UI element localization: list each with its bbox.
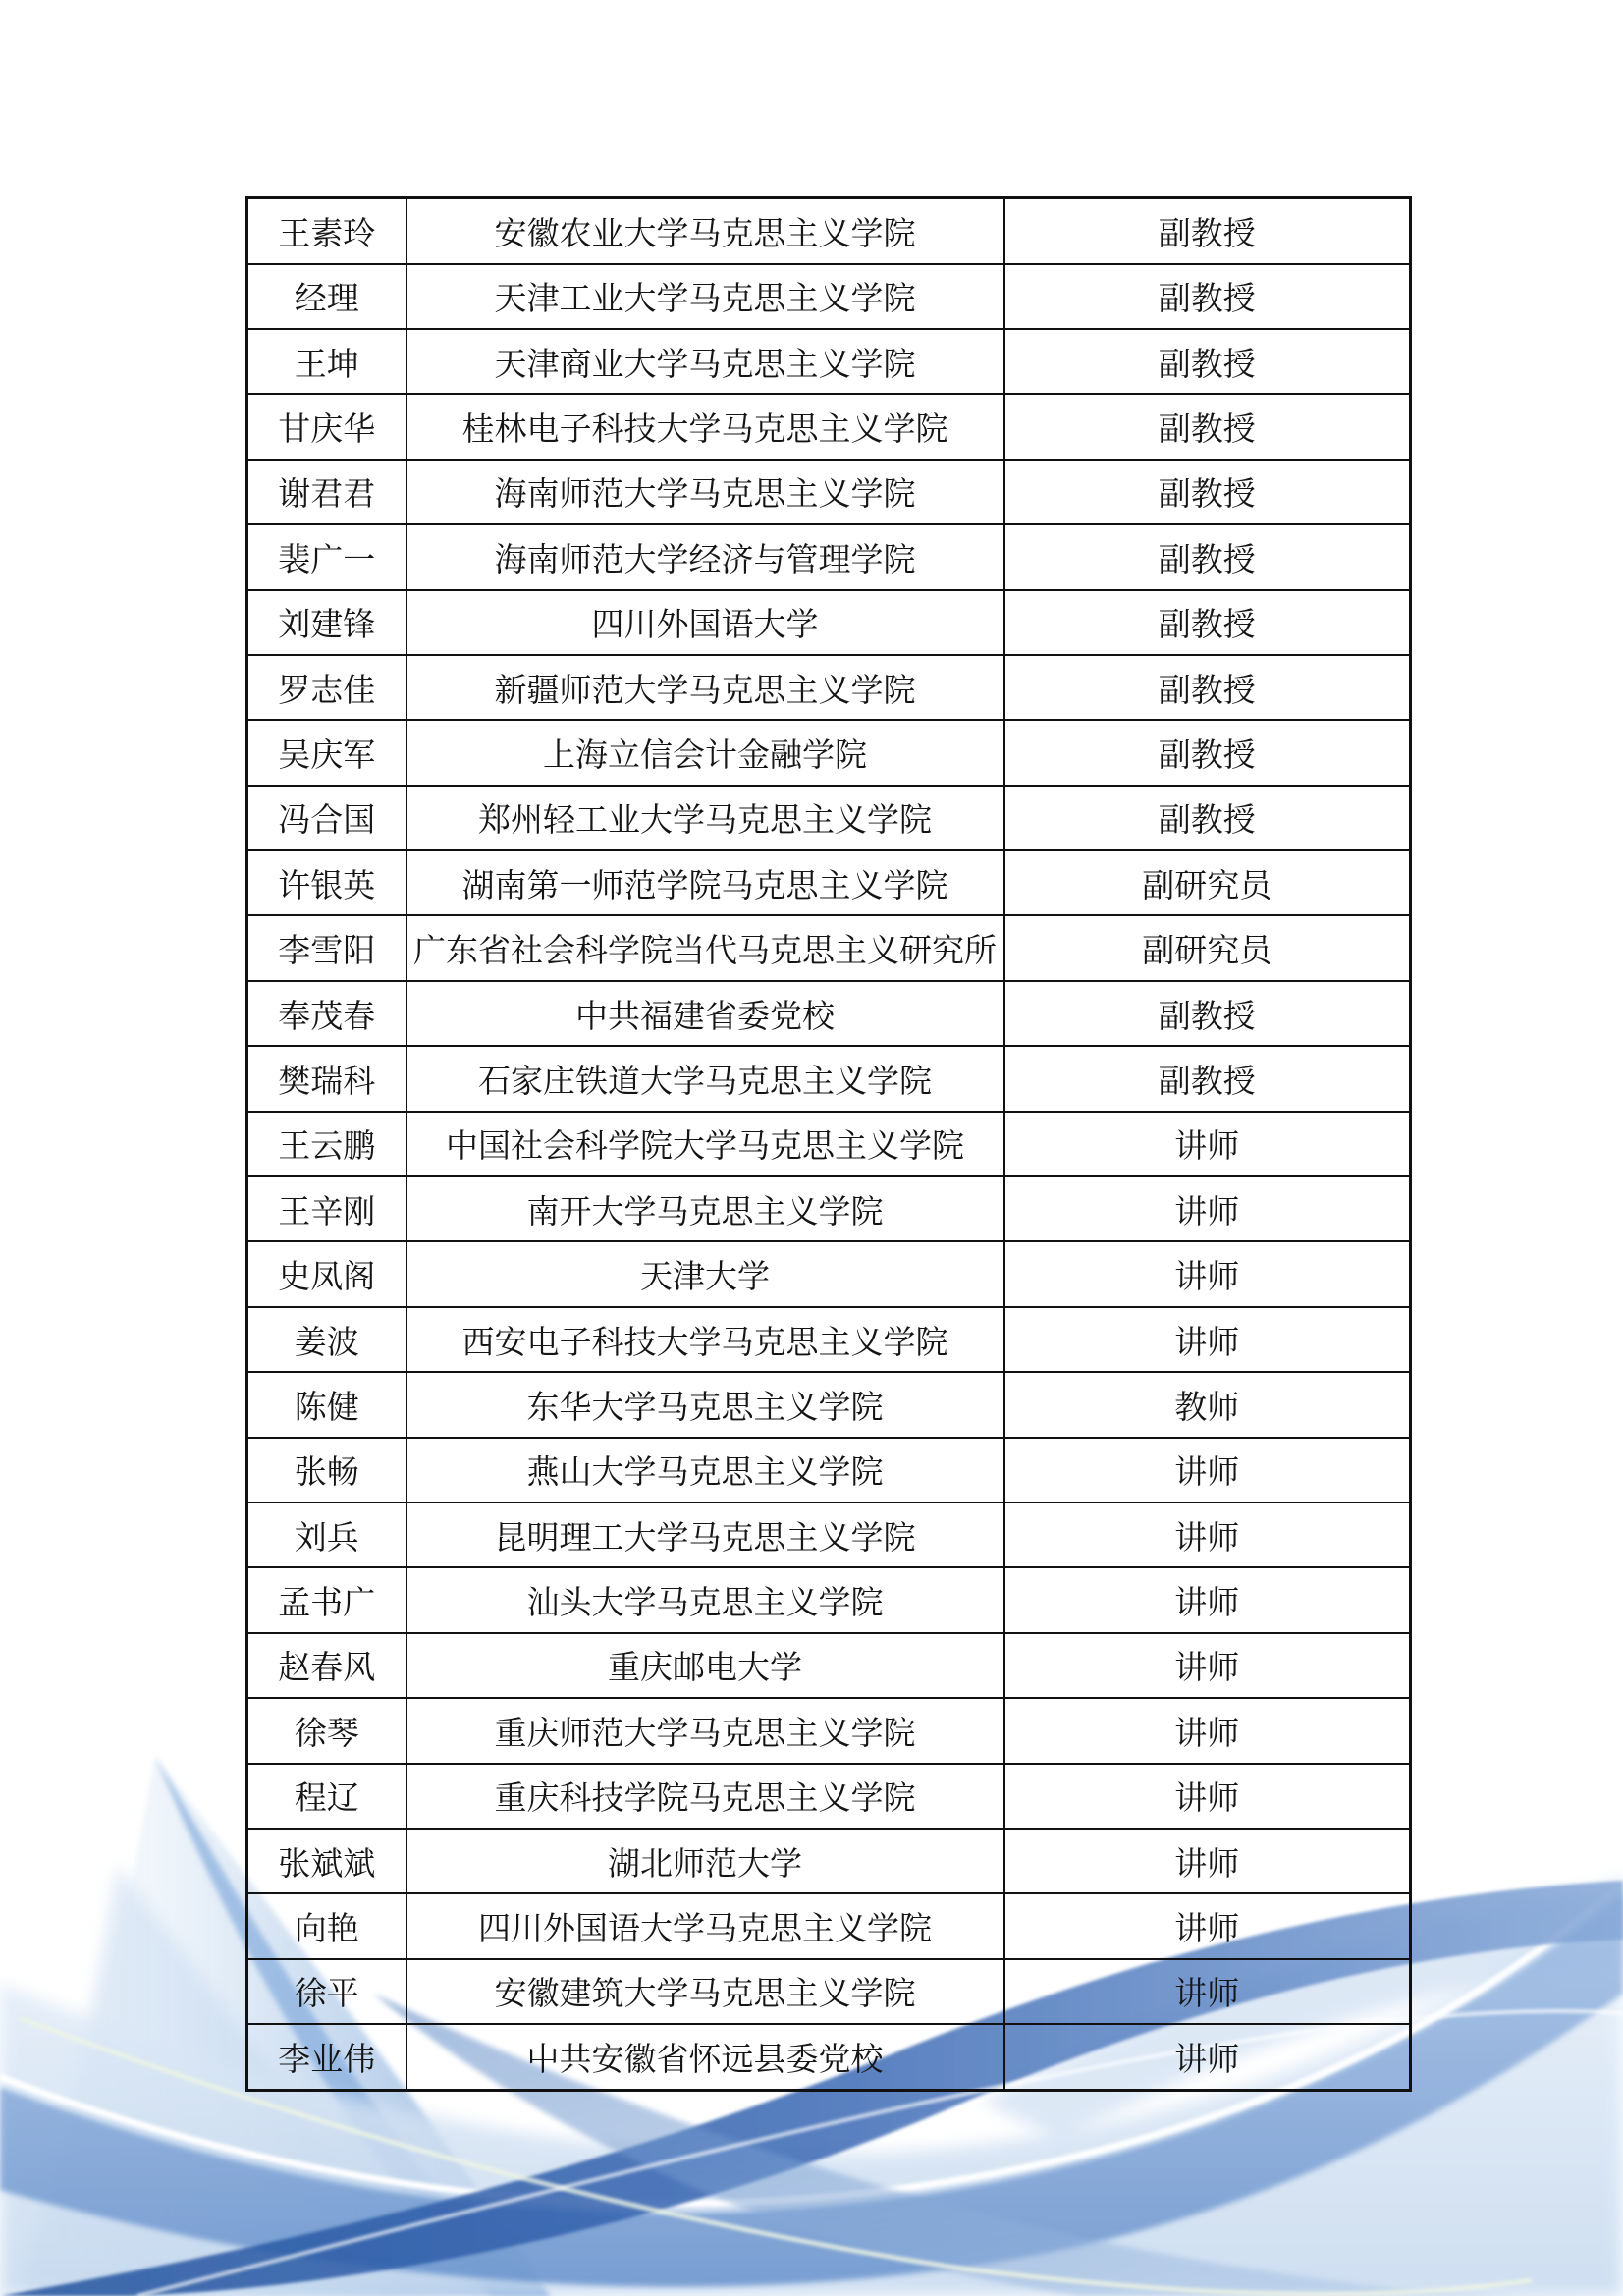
table-row: [247, 1503, 1411, 1567]
table-row: [247, 1893, 1411, 1958]
name-cell: 向艳: [247, 1893, 406, 1958]
name-cell: 甘庆华: [247, 394, 406, 459]
title-cell: 副教授: [1004, 198, 1411, 264]
title-cell: 讲师: [1004, 1567, 1411, 1632]
title-cell: 副教授: [1004, 264, 1411, 329]
table-row: [247, 264, 1411, 329]
table-row: [247, 1764, 1411, 1829]
table-row: [247, 198, 1411, 264]
institution-cell: 重庆科技学院马克思主义学院: [406, 1764, 1004, 1829]
title-cell: 副教授: [1004, 460, 1411, 524]
title-cell: 讲师: [1004, 1438, 1411, 1503]
table-row: [247, 1046, 1411, 1111]
institution-cell: 四川外国语大学: [406, 590, 1004, 655]
name-cell: 姜波: [247, 1307, 406, 1372]
table-row: [247, 460, 1411, 524]
institution-cell: 海南师范大学马克思主义学院: [406, 460, 1004, 524]
title-cell: 讲师: [1004, 1829, 1411, 1893]
title-cell: 副教授: [1004, 786, 1411, 850]
name-cell: 王辛刚: [247, 1176, 406, 1241]
name-cell: 罗志佳: [247, 655, 406, 720]
title-cell: 副教授: [1004, 720, 1411, 785]
title-cell: 讲师: [1004, 1503, 1411, 1567]
institution-cell: 汕头大学马克思主义学院: [406, 1567, 1004, 1632]
institution-cell: 西安电子科技大学马克思主义学院: [406, 1307, 1004, 1372]
institution-cell: 安徽农业大学马克思主义学院: [406, 198, 1004, 264]
name-cell: 谢君君: [247, 460, 406, 524]
title-cell: 副教授: [1004, 981, 1411, 1046]
institution-cell: 重庆师范大学马克思主义学院: [406, 1698, 1004, 1763]
table-row: [247, 1438, 1411, 1503]
name-cell: 徐平: [247, 1959, 406, 2024]
name-cell: 许银英: [247, 850, 406, 915]
institution-cell: 东华大学马克思主义学院: [406, 1372, 1004, 1437]
name-cell: 张斌斌: [247, 1829, 406, 1893]
title-cell: 讲师: [1004, 1764, 1411, 1829]
name-cell: 樊瑞科: [247, 1046, 406, 1111]
roster-table-body: [247, 198, 1411, 2091]
title-cell: 讲师: [1004, 1698, 1411, 1763]
institution-cell: 新疆师范大学马克思主义学院: [406, 655, 1004, 720]
table-row: [247, 1176, 1411, 1241]
table-row: [247, 524, 1411, 589]
name-cell: 刘建锋: [247, 590, 406, 655]
title-cell: 副教授: [1004, 655, 1411, 720]
table-row: [247, 329, 1411, 394]
institution-cell: 中国社会科学院大学马克思主义学院: [406, 1112, 1004, 1176]
table-row: [247, 2024, 1411, 2090]
institution-cell: 天津大学: [406, 1241, 1004, 1306]
name-cell: 冯合国: [247, 786, 406, 850]
title-cell: 教师: [1004, 1372, 1411, 1437]
title-cell: 副教授: [1004, 524, 1411, 589]
institution-cell: 昆明理工大学马克思主义学院: [406, 1503, 1004, 1567]
title-cell: 副研究员: [1004, 915, 1411, 980]
table-row: [247, 1112, 1411, 1176]
table-row: [247, 981, 1411, 1046]
name-cell: 奉茂春: [247, 981, 406, 1046]
name-cell: 经理: [247, 264, 406, 329]
title-cell: 讲师: [1004, 1959, 1411, 2024]
table-row: [247, 1633, 1411, 1698]
faculty-roster-table: [245, 196, 1412, 2092]
name-cell: 李业伟: [247, 2024, 406, 2090]
institution-cell: 燕山大学马克思主义学院: [406, 1438, 1004, 1503]
table-row: [247, 786, 1411, 850]
title-cell: 讲师: [1004, 1893, 1411, 1958]
name-cell: 史凤阁: [247, 1241, 406, 1306]
institution-cell: 海南师范大学经济与管理学院: [406, 524, 1004, 589]
institution-cell: 天津商业大学马克思主义学院: [406, 329, 1004, 394]
institution-cell: 湖南第一师范学院马克思主义学院: [406, 850, 1004, 915]
institution-cell: 中共福建省委党校: [406, 981, 1004, 1046]
table-row: [247, 915, 1411, 980]
table-row: [247, 1567, 1411, 1632]
title-cell: 讲师: [1004, 1176, 1411, 1241]
title-cell: 讲师: [1004, 1307, 1411, 1372]
table-row: [247, 1307, 1411, 1372]
institution-cell: 广东省社会科学院当代马克思主义研究所: [406, 915, 1004, 980]
institution-cell: 重庆邮电大学: [406, 1633, 1004, 1698]
title-cell: 副教授: [1004, 329, 1411, 394]
name-cell: 徐琴: [247, 1698, 406, 1763]
name-cell: 孟书广: [247, 1567, 406, 1632]
institution-cell: 上海立信会计金融学院: [406, 720, 1004, 785]
title-cell: 副教授: [1004, 1046, 1411, 1111]
institution-cell: 中共安徽省怀远县委党校: [406, 2024, 1004, 2090]
name-cell: 王坤: [247, 329, 406, 394]
table-row: [247, 850, 1411, 915]
institution-cell: 桂林电子科技大学马克思主义学院: [406, 394, 1004, 459]
table-row: [247, 590, 1411, 655]
table-row: [247, 1241, 1411, 1306]
institution-cell: 湖北师范大学: [406, 1829, 1004, 1893]
name-cell: 王云鹏: [247, 1112, 406, 1176]
title-cell: 讲师: [1004, 1633, 1411, 1698]
name-cell: 裴广一: [247, 524, 406, 589]
table-row: [247, 1829, 1411, 1893]
table-row: [247, 394, 1411, 459]
institution-cell: 南开大学马克思主义学院: [406, 1176, 1004, 1241]
table-row: [247, 1698, 1411, 1763]
title-cell: 讲师: [1004, 1112, 1411, 1176]
name-cell: 赵春风: [247, 1633, 406, 1698]
name-cell: 吴庆军: [247, 720, 406, 785]
name-cell: 陈健: [247, 1372, 406, 1437]
title-cell: 讲师: [1004, 2024, 1411, 2090]
name-cell: 刘兵: [247, 1503, 406, 1567]
title-cell: 副教授: [1004, 394, 1411, 459]
name-cell: 程辽: [247, 1764, 406, 1829]
title-cell: 副教授: [1004, 590, 1411, 655]
institution-cell: 安徽建筑大学马克思主义学院: [406, 1959, 1004, 2024]
table-row: [247, 655, 1411, 720]
name-cell: 李雪阳: [247, 915, 406, 980]
institution-cell: 石家庄铁道大学马克思主义学院: [406, 1046, 1004, 1111]
name-cell: 张畅: [247, 1438, 406, 1503]
title-cell: 讲师: [1004, 1241, 1411, 1306]
title-cell: 副研究员: [1004, 850, 1411, 915]
table-row: [247, 1959, 1411, 2024]
institution-cell: 郑州轻工业大学马克思主义学院: [406, 786, 1004, 850]
table-row: [247, 720, 1411, 785]
institution-cell: 天津工业大学马克思主义学院: [406, 264, 1004, 329]
name-cell: 王素玲: [247, 198, 406, 264]
institution-cell: 四川外国语大学马克思主义学院: [406, 1893, 1004, 1958]
table-row: [247, 1372, 1411, 1437]
